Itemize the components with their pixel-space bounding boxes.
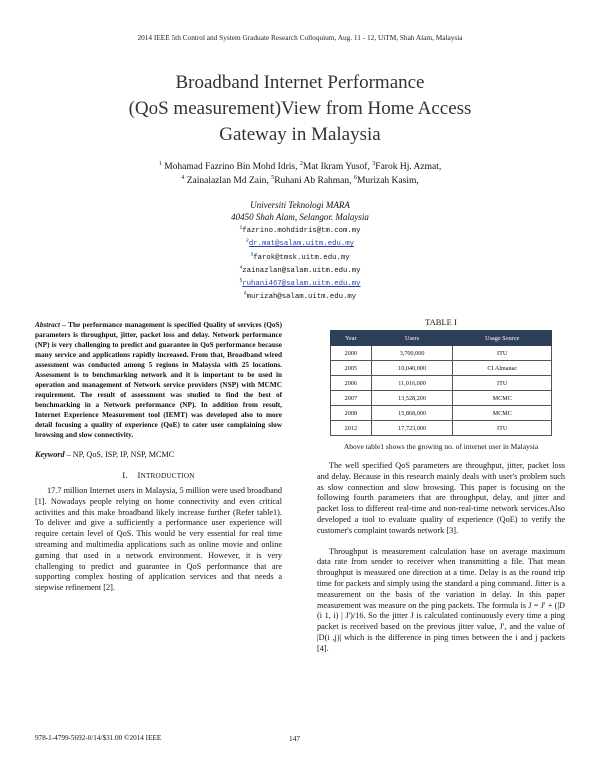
email-sup: 3	[250, 252, 254, 258]
table-row	[331, 346, 552, 361]
email-link[interactable]: dr.mat@salam.uitm.edu.my	[248, 240, 354, 249]
university-name: Universiti Teknologi MARA	[250, 200, 350, 210]
table-cell: 17,723,000	[371, 421, 453, 436]
table-cell: ITU	[453, 376, 552, 391]
table-cell: 2000	[331, 346, 372, 361]
intro-paragraph: 17.7 million Internet users in Malaysia, 5 million were used broadband [1]. Nowadays people relying on home connectivity and even critical activities and this make broadband likely increase further (Refer table1). To deliver and give a sufficiently a performance user experience will require certain level of QoS. This would be very essential for real time streaming and multimedia applications such as online movie and online gaming that used in a network environment. However, it is very challenging to predict and guarantee in QoS performance that are supporting complex hosting of application services and that needs a stepwise refinement [2].	[35, 486, 282, 593]
email-address: murizah@salam.uitm.edu.my	[246, 293, 357, 302]
email-item	[150, 252, 450, 265]
email-address: fazrino.mohdidris@tm.com.my	[242, 227, 361, 235]
table-cell: 2005	[331, 361, 372, 376]
author-list	[90, 160, 510, 188]
table-cell: 15,868,000	[371, 406, 453, 421]
section-first-letter: I	[137, 470, 141, 480]
left-column	[35, 320, 282, 594]
university-address: 40450 Shah Alam, Selangor. Malaysia	[231, 212, 369, 222]
abstract-text: The performance management is specified Quality of services (QoS) parameters is throughput, jitter, packet loss and delay. Network performance (NP) is very challenging to predict and guarantee in QoS performance because many service and applications rapidly increased. From that, Broadband wired assessment was conducted among 5 regions in Malaysia with 25 locations. Assessment is to benchmarking network and it is important to be used in operation and management of Network service providers (NSP) with MCMC requirement. The result of assessment was studied to find the best of benchmarking in a Network performance (NP). In addition from result, Internet Experience Measurement tool (IEMT) was developed also to more detail focusing a quality of experience (QoE) to cater user complaining slow browsing and slow connectivity.	[35, 321, 282, 439]
title-line: Gateway in Malaysia	[219, 124, 381, 145]
abstract-label: Abstract –	[35, 321, 66, 329]
email-sup: 6	[243, 292, 247, 298]
title-line: Broadband Internet Performance	[175, 72, 425, 93]
table-header-cell: Users	[371, 331, 453, 346]
table-row	[331, 421, 552, 436]
author-sup: 3	[372, 160, 376, 167]
table-header-row	[331, 331, 552, 346]
table-cell: 11,016,000	[371, 376, 453, 391]
table-cell: MCMC	[453, 406, 552, 421]
email-item	[150, 225, 450, 238]
author-name: Ruhani Ab Rahman,	[274, 176, 352, 186]
author-name: Farok Hj. Azmat,	[375, 162, 442, 172]
page-number: 147	[289, 734, 301, 743]
conference-header: 2014 IEEE 5th Control and System Graduate Research Colloquium, Aug. 11 - 12, UiTM, Shah Alam, Malaysia	[137, 33, 463, 42]
author-name: Mohamad Fazrino Bin Mohd Idris,	[164, 162, 298, 172]
email-item	[150, 265, 450, 278]
table-cell: 10,040,000	[371, 361, 453, 376]
table-cell: CI Almanac	[453, 361, 552, 376]
email-item	[150, 291, 450, 304]
paper-title	[60, 70, 540, 148]
section-heading	[35, 470, 282, 480]
footer-copyright: 978-1-4799-5692-0/14/$31.00 ©2014 IEEE	[35, 734, 162, 742]
users-table	[330, 330, 552, 436]
section-rest: NTRODUCTION	[140, 472, 195, 480]
table-row	[331, 376, 552, 391]
right-column	[317, 317, 565, 655]
keywords-text: – NP, QoS, ISP, IP, NSP, MCMC	[66, 450, 175, 459]
email-sup: 4	[239, 265, 243, 271]
keywords-label: Keyword	[35, 450, 65, 459]
email-list	[150, 225, 450, 305]
body-paragraph: Throughput is measurement calculation base on average maximum data rate from sender to receiver when transmitting a file. That mean throughput is measured one direction at a time. Delay is as the round trip time for packets and simply using the standard a ping command. Jitter is a measurement on the basis of the variation in delay. In this paper measurement was measure on the ping packets. The formula is J = J' + (|D (i 1, i) | J')/16. So the jitter J is calculated continuously every time a ping packet is received based on the previous jitter value, J', and the value of |D(i ,j)| which is the difference in ping times between the i and j packets [4].	[317, 546, 565, 653]
author-name: Mat Ikram Yusof,	[302, 162, 370, 172]
author-line	[90, 174, 510, 188]
author-sup: 2	[299, 160, 303, 167]
table-cell: 3,700,000	[371, 346, 453, 361]
table-header-cell: Usage Source	[453, 331, 552, 346]
author-name: Zainalazlan Md Zain,	[186, 176, 269, 186]
table-note: Above table1 shows the growing no. of internet user in Malaysia	[343, 442, 539, 451]
table-cell: ITU	[453, 346, 552, 361]
email-address: zainazlan@salam.uitm.edu.my	[242, 266, 361, 275]
affiliation	[150, 199, 450, 223]
table-row	[331, 361, 552, 376]
author-sup: 5	[271, 174, 275, 181]
email-item	[150, 278, 450, 291]
email-sup: 5	[239, 278, 243, 284]
table-row	[331, 391, 552, 406]
author-sup: 4	[181, 174, 185, 181]
title-line: (QoS measurement)View from Home Access	[128, 98, 472, 119]
keywords	[35, 449, 282, 460]
body-paragraph: The well specified QoS parameters are throughput, jitter, packet loss and delay. Because in this research mainly deals with user's problem such as slow connection and slow browsing. This paper is focusing on the following fourth parameters that are throughput, delay, and jitter and packet loss to different real-time and non-real-time network services.Also developed a tool to evaluate quality of experience (QoE) to verify the customer's complaint towards network [3].	[317, 461, 565, 535]
email-sup: 1	[239, 225, 243, 231]
section-number: I.	[122, 470, 128, 480]
table-row	[331, 406, 552, 421]
author-sup: 6	[353, 174, 357, 181]
table-header-cell: Year	[331, 331, 372, 346]
email-sup: 2	[246, 238, 249, 244]
email-link[interactable]: ruhani467@salam.uitm.edu.my	[242, 280, 361, 289]
table-caption: TABLE I	[425, 317, 457, 327]
table-cell: 2007	[331, 391, 372, 406]
abstract	[35, 320, 282, 440]
author-sup: 1	[158, 160, 162, 167]
table-cell: 13,528,200	[371, 391, 453, 406]
author-line	[90, 160, 510, 174]
email-item	[150, 238, 450, 251]
author-name: Murizah Kasim,	[356, 176, 419, 186]
table-cell: 2012	[331, 421, 372, 436]
table-cell: 2006	[331, 376, 372, 391]
table-cell: 2008	[331, 406, 372, 421]
table-cell: ITU	[453, 421, 552, 436]
table-cell: MCMC	[453, 391, 552, 406]
email-address: farok@tmsk.uitm.edu.my	[253, 253, 350, 262]
